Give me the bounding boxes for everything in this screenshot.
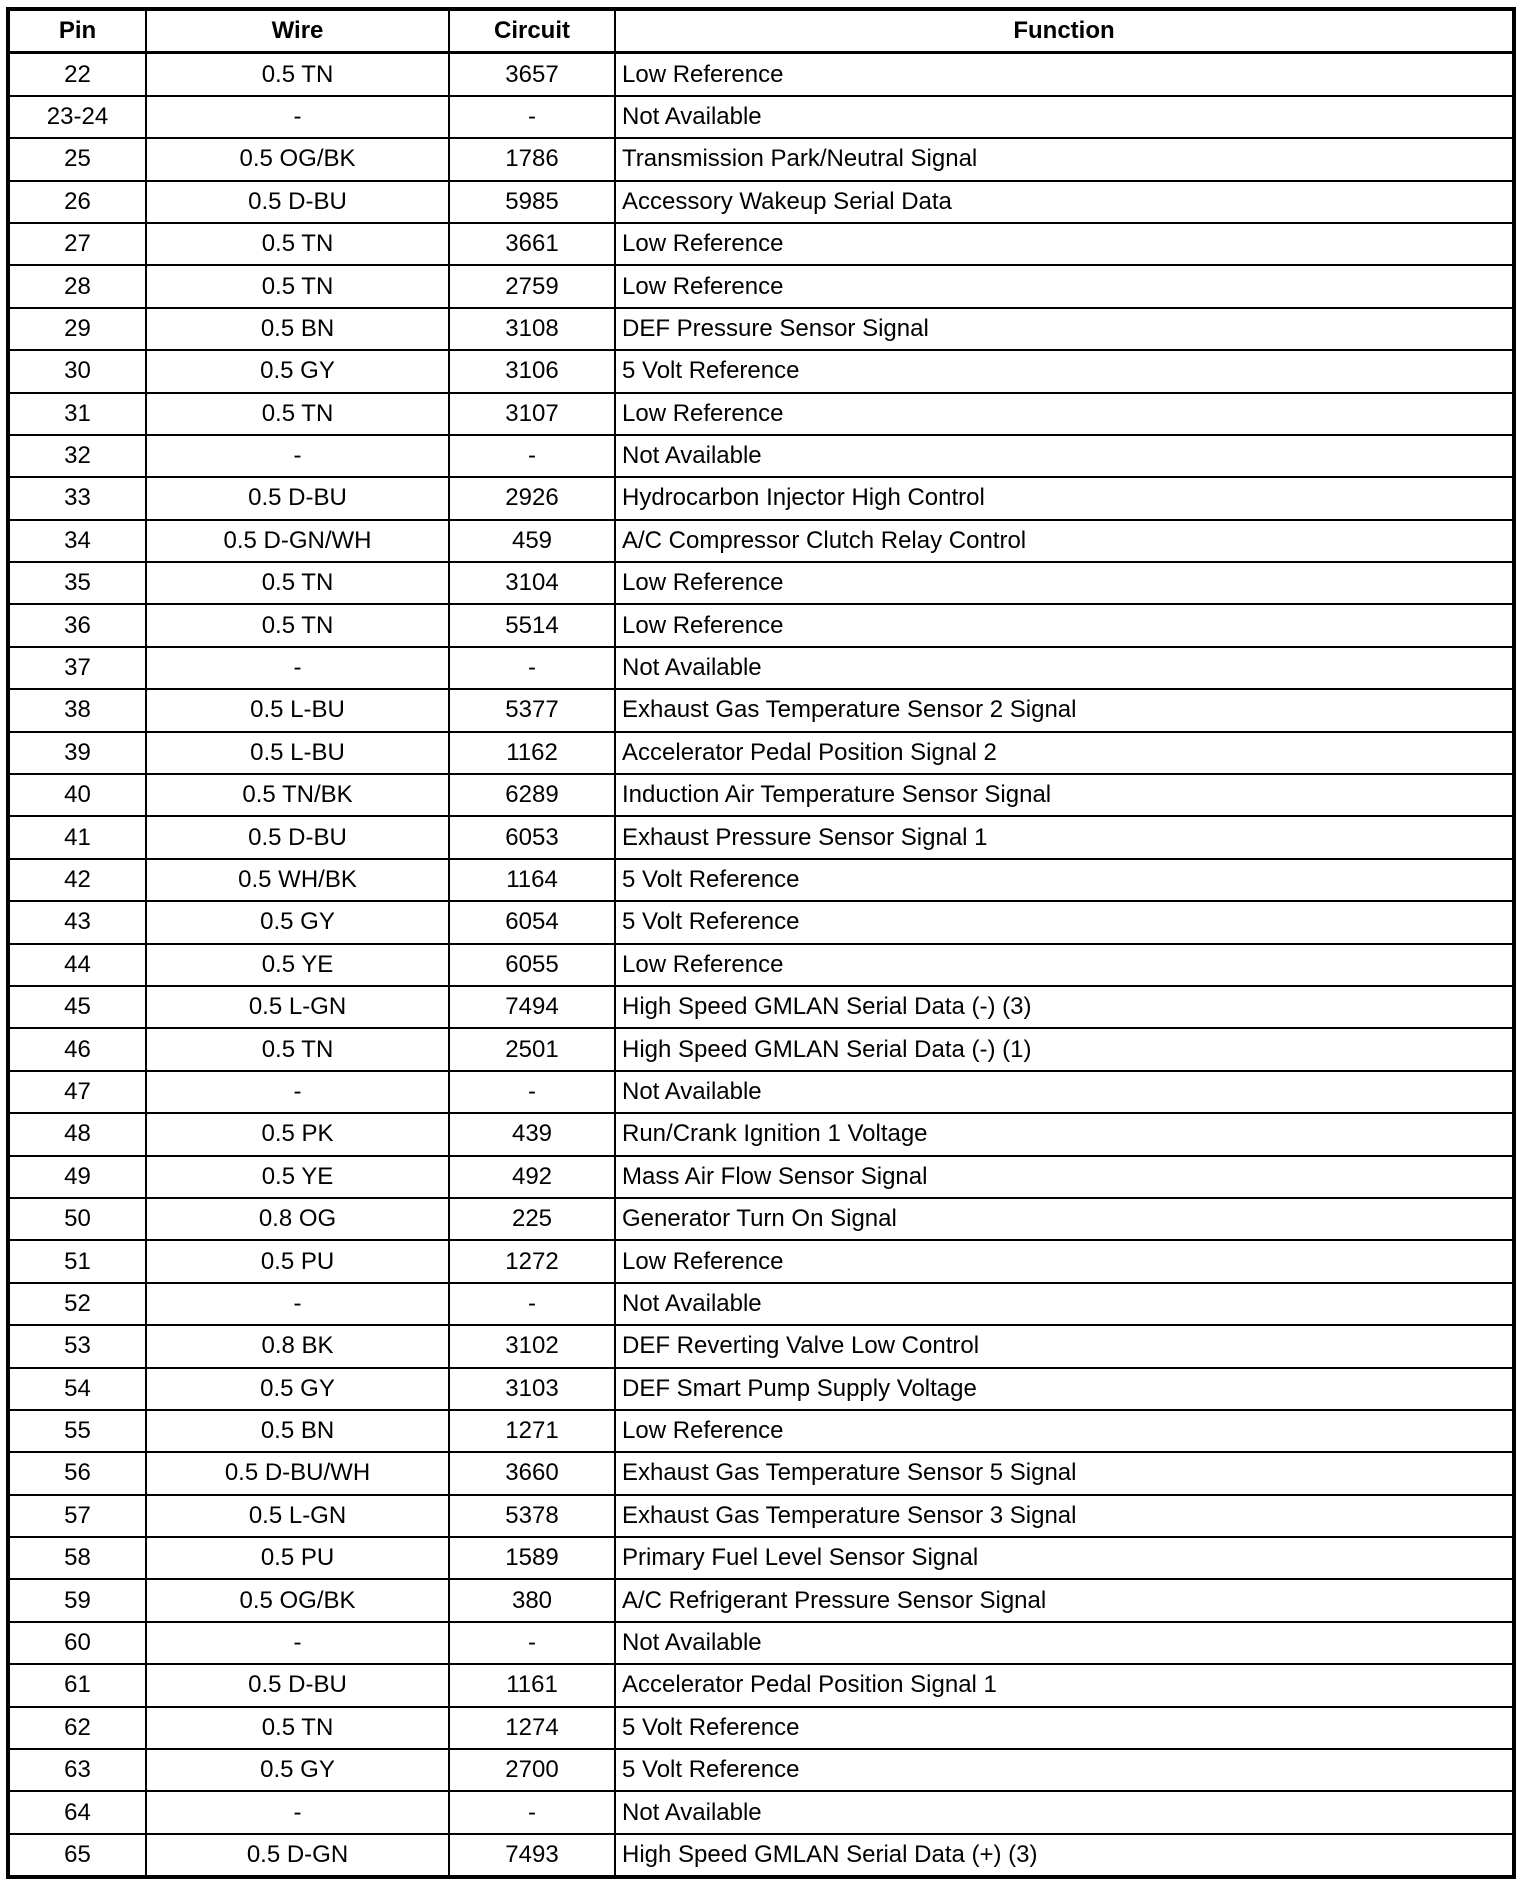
table-row bbox=[8, 1325, 1514, 1367]
table-row bbox=[8, 1410, 1514, 1452]
pinout-table bbox=[6, 7, 1516, 1879]
function-cell: Not Available bbox=[615, 1791, 1514, 1833]
pin-cell: 43 bbox=[8, 901, 146, 943]
table-row bbox=[8, 393, 1514, 435]
pin-cell: 48 bbox=[8, 1113, 146, 1155]
circuit-cell: 2926 bbox=[449, 477, 615, 519]
pin-cell: 44 bbox=[8, 944, 146, 986]
function-cell: DEF Reverting Valve Low Control bbox=[615, 1325, 1514, 1367]
function-cell: Not Available bbox=[615, 1283, 1514, 1325]
function-cell: High Speed GMLAN Serial Data (-) (3) bbox=[615, 986, 1514, 1028]
pin-cell: 26 bbox=[8, 181, 146, 223]
function-cell: Primary Fuel Level Sensor Signal bbox=[615, 1537, 1514, 1579]
table-row bbox=[8, 265, 1514, 307]
circuit-cell: 459 bbox=[449, 520, 615, 562]
circuit-cell: - bbox=[449, 435, 615, 477]
wire-cell: 0.5 D-BU bbox=[146, 1664, 449, 1706]
pin-cell: 34 bbox=[8, 520, 146, 562]
circuit-cell: - bbox=[449, 1622, 615, 1664]
table-row bbox=[8, 181, 1514, 223]
circuit-cell: 6053 bbox=[449, 816, 615, 858]
table-row bbox=[8, 1113, 1514, 1155]
wire-cell: 0.5 TN bbox=[146, 223, 449, 265]
function-cell: Low Reference bbox=[615, 944, 1514, 986]
wire-cell: - bbox=[146, 96, 449, 138]
table-row bbox=[8, 223, 1514, 265]
pin-cell: 63 bbox=[8, 1749, 146, 1791]
circuit-cell: 492 bbox=[449, 1156, 615, 1198]
function-cell: A/C Compressor Clutch Relay Control bbox=[615, 520, 1514, 562]
wire-cell: - bbox=[146, 647, 449, 689]
function-cell: Low Reference bbox=[615, 53, 1514, 96]
pin-cell: 56 bbox=[8, 1452, 146, 1494]
wire-cell: 0.5 BN bbox=[146, 1410, 449, 1452]
circuit-cell: 3108 bbox=[449, 308, 615, 350]
wire-cell: 0.8 OG bbox=[146, 1198, 449, 1240]
function-cell: Low Reference bbox=[615, 265, 1514, 307]
function-cell: A/C Refrigerant Pressure Sensor Signal bbox=[615, 1579, 1514, 1621]
circuit-cell: 225 bbox=[449, 1198, 615, 1240]
pin-cell: 53 bbox=[8, 1325, 146, 1367]
wire-cell: 0.5 L-GN bbox=[146, 1495, 449, 1537]
table-row bbox=[8, 1452, 1514, 1494]
circuit-cell: - bbox=[449, 1791, 615, 1833]
circuit-cell: 1786 bbox=[449, 138, 615, 180]
wire-cell: 0.5 PU bbox=[146, 1537, 449, 1579]
header-pin: Pin bbox=[8, 9, 146, 53]
circuit-cell: 3106 bbox=[449, 350, 615, 392]
table-row bbox=[8, 1283, 1514, 1325]
table-row bbox=[8, 1495, 1514, 1537]
circuit-cell: 1272 bbox=[449, 1240, 615, 1282]
table-row bbox=[8, 1834, 1514, 1877]
table-row bbox=[8, 1240, 1514, 1282]
wire-cell: - bbox=[146, 1791, 449, 1833]
function-cell: Accelerator Pedal Position Signal 2 bbox=[615, 732, 1514, 774]
pin-cell: 40 bbox=[8, 774, 146, 816]
table-row bbox=[8, 1664, 1514, 1706]
pin-cell: 59 bbox=[8, 1579, 146, 1621]
pin-cell: 27 bbox=[8, 223, 146, 265]
circuit-cell: 3102 bbox=[449, 1325, 615, 1367]
pin-cell: 29 bbox=[8, 308, 146, 350]
pin-cell: 65 bbox=[8, 1834, 146, 1877]
pin-cell: 35 bbox=[8, 562, 146, 604]
pin-cell: 50 bbox=[8, 1198, 146, 1240]
circuit-cell: 1274 bbox=[449, 1707, 615, 1749]
pin-cell: 51 bbox=[8, 1240, 146, 1282]
circuit-cell: 1589 bbox=[449, 1537, 615, 1579]
wire-cell: 0.5 TN bbox=[146, 53, 449, 96]
circuit-cell: 6054 bbox=[449, 901, 615, 943]
pin-cell: 33 bbox=[8, 477, 146, 519]
function-cell: Exhaust Gas Temperature Sensor 5 Signal bbox=[615, 1452, 1514, 1494]
wire-cell: 0.5 D-GN bbox=[146, 1834, 449, 1877]
wire-cell: 0.5 GY bbox=[146, 350, 449, 392]
function-cell: Not Available bbox=[615, 435, 1514, 477]
wire-cell: 0.5 TN bbox=[146, 1028, 449, 1070]
wire-cell: 0.5 L-BU bbox=[146, 732, 449, 774]
pin-cell: 25 bbox=[8, 138, 146, 180]
table-row bbox=[8, 1749, 1514, 1791]
table-header-row bbox=[8, 9, 1514, 53]
wire-cell: 0.5 OG/BK bbox=[146, 1579, 449, 1621]
function-cell: Not Available bbox=[615, 647, 1514, 689]
function-cell: Generator Turn On Signal bbox=[615, 1198, 1514, 1240]
wire-cell: 0.5 YE bbox=[146, 944, 449, 986]
circuit-cell: - bbox=[449, 1071, 615, 1113]
pin-cell: 57 bbox=[8, 1495, 146, 1537]
wire-cell: 0.5 D-BU bbox=[146, 477, 449, 519]
wire-cell: 0.8 BK bbox=[146, 1325, 449, 1367]
function-cell: Low Reference bbox=[615, 562, 1514, 604]
function-cell: 5 Volt Reference bbox=[615, 1749, 1514, 1791]
circuit-cell: 6055 bbox=[449, 944, 615, 986]
header-circuit: Circuit bbox=[449, 9, 615, 53]
wire-cell: 0.5 GY bbox=[146, 1368, 449, 1410]
table-row bbox=[8, 1791, 1514, 1833]
pin-cell: 30 bbox=[8, 350, 146, 392]
function-cell: 5 Volt Reference bbox=[615, 350, 1514, 392]
wire-cell: - bbox=[146, 1283, 449, 1325]
function-cell: Exhaust Gas Temperature Sensor 2 Signal bbox=[615, 689, 1514, 731]
table-row bbox=[8, 1156, 1514, 1198]
table-row bbox=[8, 986, 1514, 1028]
wire-cell: - bbox=[146, 1071, 449, 1113]
circuit-cell: 2501 bbox=[449, 1028, 615, 1070]
table-row bbox=[8, 53, 1514, 96]
table-row bbox=[8, 689, 1514, 731]
function-cell: Not Available bbox=[615, 1071, 1514, 1113]
circuit-cell: 6289 bbox=[449, 774, 615, 816]
pin-cell: 22 bbox=[8, 53, 146, 96]
wire-cell: 0.5 TN bbox=[146, 562, 449, 604]
pinout-table-body bbox=[8, 53, 1514, 1877]
pin-cell: 46 bbox=[8, 1028, 146, 1070]
circuit-cell: 2700 bbox=[449, 1749, 615, 1791]
circuit-cell: 7493 bbox=[449, 1834, 615, 1877]
function-cell: DEF Pressure Sensor Signal bbox=[615, 308, 1514, 350]
function-cell: Mass Air Flow Sensor Signal bbox=[615, 1156, 1514, 1198]
pin-cell: 32 bbox=[8, 435, 146, 477]
pin-cell: 41 bbox=[8, 816, 146, 858]
circuit-cell: - bbox=[449, 647, 615, 689]
table-row bbox=[8, 604, 1514, 646]
pin-cell: 61 bbox=[8, 1664, 146, 1706]
function-cell: Low Reference bbox=[615, 604, 1514, 646]
header-wire: Wire bbox=[146, 9, 449, 53]
circuit-cell: 5514 bbox=[449, 604, 615, 646]
function-cell: Low Reference bbox=[615, 223, 1514, 265]
circuit-cell: 1162 bbox=[449, 732, 615, 774]
table-row bbox=[8, 1707, 1514, 1749]
circuit-cell: 1271 bbox=[449, 1410, 615, 1452]
table-row bbox=[8, 1028, 1514, 1070]
function-cell: Not Available bbox=[615, 96, 1514, 138]
wire-cell: 0.5 L-BU bbox=[146, 689, 449, 731]
circuit-cell: 3661 bbox=[449, 223, 615, 265]
wire-cell: 0.5 OG/BK bbox=[146, 138, 449, 180]
table-row bbox=[8, 732, 1514, 774]
wire-cell: 0.5 D-GN/WH bbox=[146, 520, 449, 562]
table-row bbox=[8, 520, 1514, 562]
wire-cell: 0.5 GY bbox=[146, 1749, 449, 1791]
circuit-cell: 5378 bbox=[449, 1495, 615, 1537]
wire-cell: 0.5 GY bbox=[146, 901, 449, 943]
circuit-cell: 1161 bbox=[449, 1664, 615, 1706]
circuit-cell: - bbox=[449, 1283, 615, 1325]
function-cell: High Speed GMLAN Serial Data (-) (1) bbox=[615, 1028, 1514, 1070]
circuit-cell: - bbox=[449, 96, 615, 138]
table-row bbox=[8, 1579, 1514, 1621]
pin-cell: 39 bbox=[8, 732, 146, 774]
pin-cell: 36 bbox=[8, 604, 146, 646]
function-cell: Induction Air Temperature Sensor Signal bbox=[615, 774, 1514, 816]
connector-pinout-document bbox=[6, 7, 1512, 1879]
pin-cell: 58 bbox=[8, 1537, 146, 1579]
wire-cell: 0.5 TN bbox=[146, 393, 449, 435]
function-cell: Low Reference bbox=[615, 393, 1514, 435]
wire-cell: 0.5 PU bbox=[146, 1240, 449, 1282]
pin-cell: 49 bbox=[8, 1156, 146, 1198]
wire-cell: 0.5 WH/BK bbox=[146, 859, 449, 901]
table-row bbox=[8, 1198, 1514, 1240]
pin-cell: 52 bbox=[8, 1283, 146, 1325]
circuit-cell: 3107 bbox=[449, 393, 615, 435]
pin-cell: 37 bbox=[8, 647, 146, 689]
wire-cell: - bbox=[146, 1622, 449, 1664]
table-row bbox=[8, 350, 1514, 392]
circuit-cell: 5985 bbox=[449, 181, 615, 223]
circuit-cell: 3103 bbox=[449, 1368, 615, 1410]
pin-cell: 28 bbox=[8, 265, 146, 307]
wire-cell: 0.5 YE bbox=[146, 1156, 449, 1198]
table-row bbox=[8, 1537, 1514, 1579]
function-cell: Transmission Park/Neutral Signal bbox=[615, 138, 1514, 180]
function-cell: High Speed GMLAN Serial Data (+) (3) bbox=[615, 1834, 1514, 1877]
table-row bbox=[8, 944, 1514, 986]
function-cell: Not Available bbox=[615, 1622, 1514, 1664]
pin-cell: 64 bbox=[8, 1791, 146, 1833]
function-cell: 5 Volt Reference bbox=[615, 1707, 1514, 1749]
circuit-cell: 3657 bbox=[449, 53, 615, 96]
pin-cell: 47 bbox=[8, 1071, 146, 1113]
wire-cell: 0.5 TN/BK bbox=[146, 774, 449, 816]
circuit-cell: 3104 bbox=[449, 562, 615, 604]
wire-cell: 0.5 TN bbox=[146, 1707, 449, 1749]
pin-cell: 23-24 bbox=[8, 96, 146, 138]
function-cell: Low Reference bbox=[615, 1410, 1514, 1452]
wire-cell: 0.5 TN bbox=[146, 265, 449, 307]
circuit-cell: 7494 bbox=[449, 986, 615, 1028]
table-row bbox=[8, 138, 1514, 180]
wire-cell: 0.5 D-BU/WH bbox=[146, 1452, 449, 1494]
table-row bbox=[8, 901, 1514, 943]
pin-cell: 45 bbox=[8, 986, 146, 1028]
wire-cell: 0.5 L-GN bbox=[146, 986, 449, 1028]
function-cell: Hydrocarbon Injector High Control bbox=[615, 477, 1514, 519]
table-row bbox=[8, 647, 1514, 689]
pin-cell: 60 bbox=[8, 1622, 146, 1664]
function-cell: 5 Volt Reference bbox=[615, 859, 1514, 901]
table-row bbox=[8, 1622, 1514, 1664]
pin-cell: 62 bbox=[8, 1707, 146, 1749]
pin-cell: 31 bbox=[8, 393, 146, 435]
function-cell: Low Reference bbox=[615, 1240, 1514, 1282]
function-cell: DEF Smart Pump Supply Voltage bbox=[615, 1368, 1514, 1410]
wire-cell: - bbox=[146, 435, 449, 477]
pin-cell: 54 bbox=[8, 1368, 146, 1410]
function-cell: Exhaust Gas Temperature Sensor 3 Signal bbox=[615, 1495, 1514, 1537]
function-cell: Accessory Wakeup Serial Data bbox=[615, 181, 1514, 223]
table-row bbox=[8, 1368, 1514, 1410]
circuit-cell: 1164 bbox=[449, 859, 615, 901]
wire-cell: 0.5 D-BU bbox=[146, 181, 449, 223]
circuit-cell: 5377 bbox=[449, 689, 615, 731]
circuit-cell: 380 bbox=[449, 1579, 615, 1621]
pin-cell: 42 bbox=[8, 859, 146, 901]
pin-cell: 55 bbox=[8, 1410, 146, 1452]
table-row bbox=[8, 477, 1514, 519]
table-row bbox=[8, 1071, 1514, 1113]
table-row bbox=[8, 774, 1514, 816]
table-row bbox=[8, 816, 1514, 858]
function-cell: Exhaust Pressure Sensor Signal 1 bbox=[615, 816, 1514, 858]
wire-cell: 0.5 TN bbox=[146, 604, 449, 646]
pin-cell: 38 bbox=[8, 689, 146, 731]
function-cell: Accelerator Pedal Position Signal 1 bbox=[615, 1664, 1514, 1706]
header-function: Function bbox=[615, 9, 1514, 53]
table-row bbox=[8, 96, 1514, 138]
table-row bbox=[8, 308, 1514, 350]
circuit-cell: 2759 bbox=[449, 265, 615, 307]
table-row bbox=[8, 562, 1514, 604]
circuit-cell: 439 bbox=[449, 1113, 615, 1155]
wire-cell: 0.5 D-BU bbox=[146, 816, 449, 858]
function-cell: 5 Volt Reference bbox=[615, 901, 1514, 943]
circuit-cell: 3660 bbox=[449, 1452, 615, 1494]
table-row bbox=[8, 435, 1514, 477]
table-row bbox=[8, 859, 1514, 901]
wire-cell: 0.5 BN bbox=[146, 308, 449, 350]
function-cell: Run/Crank Ignition 1 Voltage bbox=[615, 1113, 1514, 1155]
wire-cell: 0.5 PK bbox=[146, 1113, 449, 1155]
